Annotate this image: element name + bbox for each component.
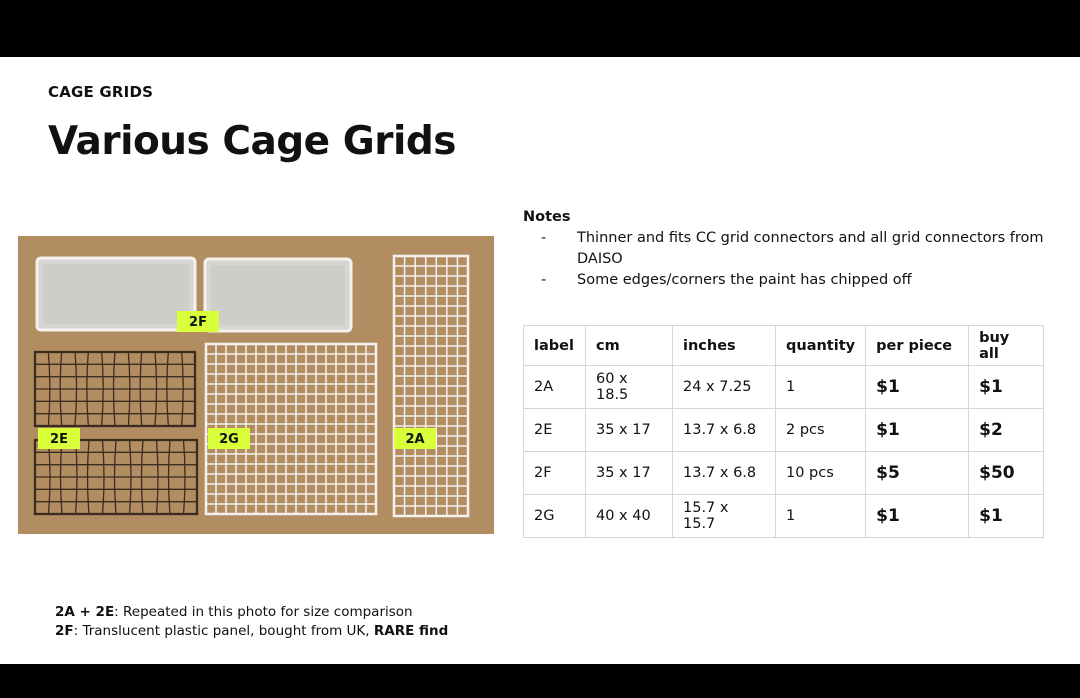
footer-notes xyxy=(55,603,448,641)
footer-label: 2A + 2E xyxy=(55,604,115,620)
table-row xyxy=(524,495,1044,538)
cell-label: 2F xyxy=(524,452,586,495)
tag-2g xyxy=(208,428,250,449)
table-header-row xyxy=(524,326,1044,366)
cell-per-piece: $5 xyxy=(866,452,969,495)
cell-cm: 60 x 18.5 xyxy=(586,366,673,409)
header-label: label xyxy=(524,326,586,366)
cell-inches: 24 x 7.25 xyxy=(673,366,776,409)
note-text: Some edges/corners the paint has chipped off xyxy=(577,272,912,288)
cell-buy-all: $50 xyxy=(969,452,1044,495)
footer-line-2 xyxy=(55,622,448,641)
cell-cm: 35 x 17 xyxy=(586,452,673,495)
cell-label: 2G xyxy=(524,495,586,538)
cell-inches: 13.7 x 6.8 xyxy=(673,409,776,452)
table-row xyxy=(524,366,1044,409)
cell-quantity: 10 pcs xyxy=(776,452,866,495)
footer-emphasis: RARE find xyxy=(373,623,449,639)
footer-line-1 xyxy=(55,603,448,622)
cell-label: 2E xyxy=(524,409,586,452)
cell-quantity: 1 xyxy=(776,495,866,538)
header-buy-all: buy all xyxy=(969,326,1044,366)
tag-2f xyxy=(177,311,219,332)
svg-text:2E: 2E xyxy=(50,432,68,447)
cell-inches: 13.7 x 6.8 xyxy=(673,452,776,495)
panel-2f-right xyxy=(205,259,351,331)
header-quantity: quantity xyxy=(776,326,866,366)
note-item xyxy=(523,270,1053,291)
footer-label: 2F xyxy=(55,623,74,639)
footer-text: : Translucent plastic panel, bought from UK, xyxy=(73,623,374,639)
cell-buy-all: $1 xyxy=(969,495,1044,538)
cell-buy-all: $2 xyxy=(969,409,1044,452)
cell-buy-all: $1 xyxy=(969,366,1044,409)
cage-grids-photo xyxy=(18,236,494,534)
header-cm: cm xyxy=(586,326,673,366)
notes-title: Notes xyxy=(523,209,571,225)
svg-text:2A: 2A xyxy=(405,432,425,447)
table-row xyxy=(524,452,1044,495)
svg-text:2F: 2F xyxy=(189,315,207,330)
note-dash: - xyxy=(541,230,547,246)
slide xyxy=(0,57,1080,664)
note-item xyxy=(523,228,1053,270)
panel-2f-left xyxy=(37,258,195,330)
footer-text: : Repeated in this photo for size comparison xyxy=(114,604,413,620)
notes-section xyxy=(523,207,1053,291)
cell-per-piece: $1 xyxy=(866,409,969,452)
cell-per-piece: $1 xyxy=(866,366,969,409)
notes-list xyxy=(523,228,1053,291)
cell-quantity: 2 pcs xyxy=(776,409,866,452)
cell-label: 2A xyxy=(524,366,586,409)
cell-cm: 40 x 40 xyxy=(586,495,673,538)
cell-per-piece: $1 xyxy=(866,495,969,538)
table-row xyxy=(524,409,1044,452)
header-inches: inches xyxy=(673,326,776,366)
cell-quantity: 1 xyxy=(776,366,866,409)
svg-text:2G: 2G xyxy=(219,432,239,447)
photo-illustration xyxy=(18,236,494,534)
cell-cm: 35 x 17 xyxy=(586,409,673,452)
header-per-piece: per piece xyxy=(866,326,969,366)
tag-2e xyxy=(38,428,80,449)
grid-spec-table xyxy=(523,325,1044,538)
cell-inches: 15.7 x 15.7 xyxy=(673,495,776,538)
note-text: Thinner and fits CC grid connectors and all grid connectors from DAISO xyxy=(577,230,1044,267)
page-title: Various Cage Grids xyxy=(48,119,456,164)
tag-2a xyxy=(394,428,436,449)
section-eyebrow: CAGE GRIDS xyxy=(48,83,154,101)
note-dash: - xyxy=(541,272,547,288)
